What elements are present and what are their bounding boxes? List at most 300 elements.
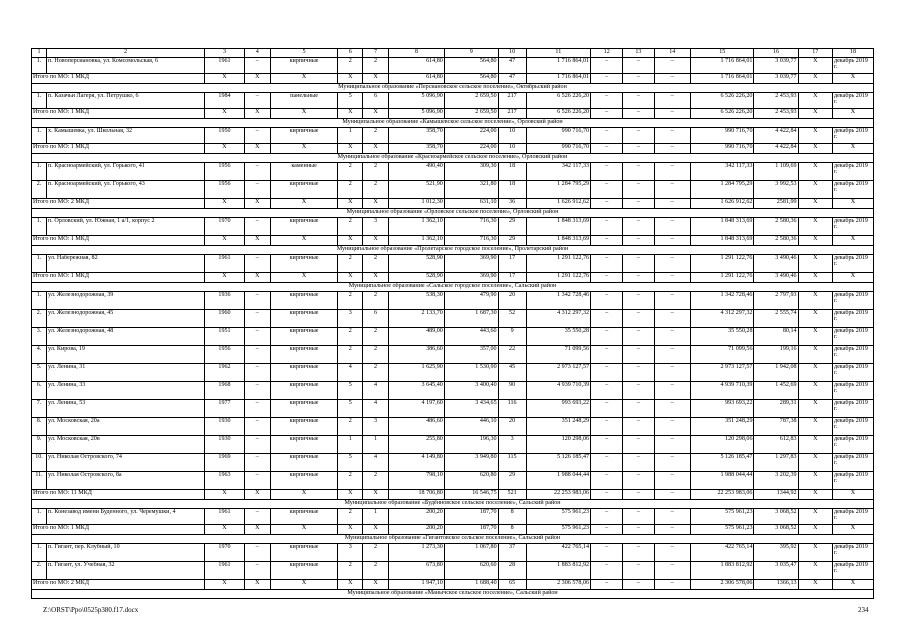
data-cell: 9 [498, 328, 526, 346]
data-cell: – [623, 93, 654, 109]
data-cell: – [654, 58, 691, 74]
data-cell: декабрь 2019 г. [832, 93, 873, 109]
total-cell: 3 490,46 [754, 273, 798, 283]
total-cell: – [654, 109, 691, 119]
data-cell: кирпичные [270, 418, 338, 436]
data-cell: – [244, 128, 270, 144]
data-cell: 224,00 [444, 128, 498, 144]
data-cell: 4 [363, 400, 389, 418]
total-cell: 575 961,23 [526, 525, 591, 535]
total-cell: Х [338, 144, 363, 154]
total-cell: Х [244, 273, 270, 283]
data-cell: 45 [498, 364, 526, 382]
total-cell: 65 [498, 580, 526, 590]
total-cell: 22 253 983,06 [691, 490, 754, 500]
data-cell: 1 284 795,29 [526, 181, 591, 199]
total-row [32, 580, 874, 590]
data-cell: 17 [498, 255, 526, 273]
total-cell: – [591, 273, 623, 283]
municipality-name: Муниципальное образование «Будённовское сельское поселение», Сальский район [32, 500, 874, 509]
data-cell: 2. [32, 310, 47, 328]
data-cell: 1956 [205, 181, 245, 199]
municipality-name: Муниципальное образование «Гигантовское сельское поселение», Сальский район [32, 535, 874, 544]
data-cell: – [591, 310, 623, 328]
address-cell: ул. Ленина, 53 [47, 400, 205, 418]
total-row [32, 525, 874, 535]
data-cell: – [244, 310, 270, 328]
data-cell: – [244, 509, 270, 525]
data-cell: 3 645,40 [388, 382, 444, 400]
data-cell: 2 [338, 163, 363, 181]
address-cell: ул. Николая Островского, 8а [47, 472, 205, 490]
total-cell: Х [338, 236, 363, 246]
data-cell: – [591, 382, 623, 400]
total-cell: 631,10 [444, 199, 498, 209]
data-cell: Х [798, 58, 832, 74]
column-number-cell: 10 [498, 49, 526, 58]
data-cell: – [244, 218, 270, 236]
data-cell: 575 961,23 [691, 509, 754, 525]
total-cell: – [623, 199, 654, 209]
data-cell: – [244, 562, 270, 580]
total-cell: 200,20 [388, 525, 444, 535]
total-label: Итого по МО: 2 МКД [32, 580, 205, 590]
data-cell: 489,00 [388, 328, 444, 346]
data-cell: декабрь 2019 г. [832, 58, 873, 74]
total-cell: 1 716 864,01 [691, 74, 754, 84]
data-cell: 18 [498, 181, 526, 199]
total-cell: 1 291 122,76 [691, 273, 754, 283]
data-cell: 10. [32, 454, 47, 472]
total-cell: 1 626 912,62 [526, 199, 591, 209]
data-cell: 52 [498, 310, 526, 328]
total-cell: Х [363, 199, 389, 209]
total-cell: 1 362,10 [388, 236, 444, 246]
total-row [32, 74, 874, 84]
data-cell: – [244, 181, 270, 199]
total-cell: Х [244, 236, 270, 246]
data-cell: 1 942,08 [754, 364, 798, 382]
data-cell: 1. [32, 544, 47, 562]
total-cell: 369,90 [444, 273, 498, 283]
data-cell: 116 [498, 400, 526, 418]
data-cell: 10 [498, 128, 526, 144]
data-cell: 1. [32, 509, 47, 525]
total-cell: 1 947,10 [388, 580, 444, 590]
data-cell: – [623, 382, 654, 400]
data-cell: 2 [363, 292, 389, 310]
total-cell: Х [205, 236, 245, 246]
data-cell: декабрь 2019 г. [832, 454, 873, 472]
total-cell: 1 291 122,76 [526, 273, 591, 283]
total-cell: – [654, 74, 691, 84]
data-cell: – [244, 400, 270, 418]
data-cell: 2 973 127,57 [691, 364, 754, 382]
data-cell: 8. [32, 418, 47, 436]
total-cell: Х [798, 199, 832, 209]
data-cell: Х [798, 255, 832, 273]
total-cell: 990 716,70 [691, 144, 754, 154]
total-cell: Х [363, 580, 389, 590]
data-cell: – [591, 328, 623, 346]
data-cell: 200,20 [388, 509, 444, 525]
data-cell: декабрь 2019 г. [832, 218, 873, 236]
data-cell: 6 [363, 93, 389, 109]
data-cell: декабрь 2019 г. [832, 400, 873, 418]
data-cell: 2 659,50 [444, 93, 498, 109]
total-cell: – [623, 74, 654, 84]
municipality-row [32, 119, 874, 128]
data-cell: – [623, 472, 654, 490]
address-cell: п. Гигант, пер. Клубный, 10 [47, 544, 205, 562]
total-cell: Х [832, 144, 873, 154]
data-cell: кирпичные [270, 310, 338, 328]
data-cell: 993 693,22 [526, 400, 591, 418]
total-cell: Х [798, 525, 832, 535]
data-cell: Х [798, 218, 832, 236]
data-cell: 1936 [205, 292, 245, 310]
data-cell: кирпичные [270, 562, 338, 580]
data-cell: 386,60 [388, 346, 444, 364]
data-cell: 22 [498, 346, 526, 364]
data-cell: 2 797,93 [754, 292, 798, 310]
column-number-cell: 4 [244, 49, 270, 58]
total-cell: 1 848 313,69 [526, 236, 591, 246]
data-cell: 29 [498, 218, 526, 236]
data-cell: – [591, 400, 623, 418]
data-cell: 1962 [205, 364, 245, 382]
municipality-name: Муниципальное образование «Сальское городское поселение», Сальский район [32, 283, 874, 292]
data-cell: – [623, 436, 654, 454]
data-cell: Х [798, 544, 832, 562]
total-cell: 2 580,36 [754, 236, 798, 246]
total-cell: Х [270, 525, 338, 535]
address-cell: п. Гигант, ул. Учебная, 32 [47, 562, 205, 580]
total-cell: Х [363, 144, 389, 154]
address-cell: ул. Железнодорожная, 39 [47, 292, 205, 310]
data-cell: декабрь 2019 г. [832, 544, 873, 562]
data-cell: 4 939 710,39 [691, 382, 754, 400]
data-cell: – [623, 181, 654, 199]
data-cell: 1930 [205, 436, 245, 454]
table-row [32, 562, 874, 580]
total-cell: Х [798, 109, 832, 119]
data-cell: 1 273,30 [388, 544, 444, 562]
data-cell: 5 [338, 382, 363, 400]
column-number-cell: 13 [623, 49, 654, 58]
total-cell: Х [798, 74, 832, 84]
data-cell: 47 [498, 58, 526, 74]
total-cell: Х [832, 490, 873, 500]
data-cell: 2. [32, 181, 47, 199]
data-cell: 80,14 [754, 328, 798, 346]
total-row [32, 236, 874, 246]
table-row [32, 346, 874, 364]
total-cell: Х [244, 74, 270, 84]
data-cell: 2 [338, 418, 363, 436]
data-cell: 342 117,33 [691, 163, 754, 181]
data-cell: 4 [338, 364, 363, 382]
total-cell: 8 [498, 525, 526, 535]
column-number-cell: 12 [591, 49, 623, 58]
data-cell: декабрь 2019 г. [832, 128, 873, 144]
table-row [32, 128, 874, 144]
total-cell: – [623, 490, 654, 500]
total-cell: Х [338, 580, 363, 590]
data-cell: 6. [32, 382, 47, 400]
data-cell: 1 687,30 [444, 310, 498, 328]
column-number-row [32, 49, 874, 58]
municipality-name: Муниципальное образование «Красноармейское сельское поселение», Орловский район [32, 154, 874, 163]
total-cell: Х [205, 109, 245, 119]
data-cell: 5 [338, 93, 363, 109]
data-cell: – [654, 454, 691, 472]
total-cell: Х [363, 490, 389, 500]
municipality-row [32, 535, 874, 544]
data-cell: 1 284 795,29 [691, 181, 754, 199]
data-cell: 1960 [205, 310, 245, 328]
data-cell: кирпичные [270, 292, 338, 310]
total-cell: Х [798, 144, 832, 154]
address-cell: ул. Московская, 20в [47, 436, 205, 454]
total-cell: Х [244, 199, 270, 209]
total-cell: 990 716,70 [526, 144, 591, 154]
total-cell: – [623, 109, 654, 119]
total-cell: 564,80 [444, 74, 498, 84]
data-cell: – [591, 292, 623, 310]
data-cell: – [623, 454, 654, 472]
total-cell: 224,00 [444, 144, 498, 154]
data-cell: кирпичные [270, 128, 338, 144]
total-cell: – [623, 580, 654, 590]
total-cell: Х [832, 236, 873, 246]
data-cell: кирпичные [270, 509, 338, 525]
municipality-row [32, 590, 874, 599]
data-cell: 6 [363, 310, 389, 328]
data-cell: 28 [498, 562, 526, 580]
table-row [32, 292, 874, 310]
data-cell: 1968 [205, 382, 245, 400]
column-number-cell: 16 [754, 49, 798, 58]
total-cell: Х [244, 490, 270, 500]
data-cell: 3 949,80 [444, 454, 498, 472]
total-cell: Х [205, 580, 245, 590]
data-cell: 1 530,90 [444, 364, 498, 382]
data-cell: 187,70 [444, 509, 498, 525]
total-cell: 217 [498, 109, 526, 119]
total-cell: 1 012,30 [388, 199, 444, 209]
data-cell: 3 434,65 [444, 400, 498, 418]
data-cell: 486,60 [388, 418, 444, 436]
data-cell: 2 555,74 [754, 310, 798, 328]
data-cell: 3 035,47 [754, 562, 798, 580]
data-cell: – [654, 382, 691, 400]
column-number-cell: 9 [444, 49, 498, 58]
total-cell: Х [205, 525, 245, 535]
total-cell: Х [270, 109, 338, 119]
municipality-name: Муниципальное образование «Манычское сельское поселение», Сальский район [32, 590, 874, 599]
data-cell: 620,80 [444, 472, 498, 490]
data-cell: 716,30 [444, 218, 498, 236]
data-cell: кирпичные [270, 58, 338, 74]
data-cell: кирпичные [270, 181, 338, 199]
data-cell: – [591, 163, 623, 181]
data-cell: 1 716 864,01 [691, 58, 754, 74]
data-cell: 1961 [205, 58, 245, 74]
data-cell: декабрь 2019 г. [832, 509, 873, 525]
data-cell: 120 298,06 [691, 436, 754, 454]
data-cell: 3 [338, 310, 363, 328]
data-cell: 422 765,14 [526, 544, 591, 562]
table-row [32, 163, 874, 181]
total-cell: 528,90 [388, 273, 444, 283]
data-cell: 1 716 864,01 [526, 58, 591, 74]
data-cell: 9. [32, 436, 47, 454]
data-cell: 612,83 [754, 436, 798, 454]
data-cell: 2 [363, 255, 389, 273]
data-cell: 1950 [205, 128, 245, 144]
data-cell: 575 961,23 [526, 509, 591, 525]
data-cell: – [591, 128, 623, 144]
total-cell: – [654, 199, 691, 209]
total-cell: – [591, 109, 623, 119]
data-cell: 990 716,70 [691, 128, 754, 144]
data-cell: 1977 [205, 400, 245, 418]
data-cell: – [623, 163, 654, 181]
data-cell: – [591, 454, 623, 472]
data-cell: – [244, 93, 270, 109]
total-cell: Х [832, 199, 873, 209]
data-cell: 120 298,06 [526, 436, 591, 454]
total-cell: Х [798, 580, 832, 590]
data-cell: 4 939 710,39 [526, 382, 591, 400]
data-cell: 2 [363, 128, 389, 144]
data-cell: Х [798, 364, 832, 382]
data-cell: 2 580,36 [754, 218, 798, 236]
data-cell: декабрь 2019 г. [832, 346, 873, 364]
data-cell: 3 490,46 [754, 255, 798, 273]
total-cell: Х [798, 273, 832, 283]
municipality-row [32, 283, 874, 292]
data-cell: 1. [32, 292, 47, 310]
data-cell: 1 883 812,92 [526, 562, 591, 580]
data-cell: 1969 [205, 454, 245, 472]
data-cell: – [244, 255, 270, 273]
data-cell: 3 [363, 218, 389, 236]
data-cell: 1 988 044,44 [691, 472, 754, 490]
total-cell: 17 [498, 273, 526, 283]
data-cell: – [623, 400, 654, 418]
total-label: Итого по МО: 1 МКД [32, 74, 205, 84]
column-number-cell: 6 [338, 49, 363, 58]
address-cell: ул. Железнодорожная, 48 [47, 328, 205, 346]
data-cell: – [654, 292, 691, 310]
total-cell: – [591, 144, 623, 154]
data-cell: 2 [363, 346, 389, 364]
data-cell: 90 [498, 382, 526, 400]
total-cell: Х [832, 74, 873, 84]
data-cell: – [654, 218, 691, 236]
data-cell: декабрь 2019 г. [832, 255, 873, 273]
data-cell: 4 312 297,32 [691, 310, 754, 328]
data-cell: 614,80 [388, 58, 444, 74]
data-cell: 1984 [205, 93, 245, 109]
total-cell: Х [363, 74, 389, 84]
total-cell: 36 [498, 199, 526, 209]
data-cell: Х [798, 400, 832, 418]
data-cell: 490,40 [388, 163, 444, 181]
total-cell: 47 [498, 74, 526, 84]
address-cell: п. Орловский, ул. Южная, 1 а/1, корпус 2 [47, 218, 205, 236]
data-cell: – [244, 544, 270, 562]
data-cell: – [623, 128, 654, 144]
data-cell: 1 342 728,46 [526, 292, 591, 310]
total-label: Итого по МО: 1 МКД [32, 525, 205, 535]
total-cell: 6 526 226,20 [526, 109, 591, 119]
data-cell: кирпичные [270, 328, 338, 346]
total-cell: 18 706,80 [388, 490, 444, 500]
data-cell: декабрь 2019 г. [832, 382, 873, 400]
total-cell: Х [798, 236, 832, 246]
data-cell: 5 [338, 400, 363, 418]
address-cell: ул. Николая Островского, 74 [47, 454, 205, 472]
total-cell: 22 253 983,06 [526, 490, 591, 500]
data-cell: Х [798, 292, 832, 310]
column-number-cell: 2 [47, 49, 205, 58]
total-cell: – [591, 490, 623, 500]
data-cell: 1 109,69 [754, 163, 798, 181]
data-cell: 1 848 313,69 [526, 218, 591, 236]
data-cell: 1. [32, 163, 47, 181]
data-cell: 6 526 226,20 [526, 93, 591, 109]
data-cell: кирпичные [270, 454, 338, 472]
total-cell: 2 306 578,06 [526, 580, 591, 590]
data-cell: кирпичные [270, 436, 338, 454]
data-cell: 1 291 122,76 [526, 255, 591, 273]
data-cell: 4 149,80 [388, 454, 444, 472]
data-cell: 1 883 812,92 [691, 562, 754, 580]
data-cell: 289,31 [754, 400, 798, 418]
total-cell: 1344,92 [754, 490, 798, 500]
total-cell: Х [338, 109, 363, 119]
data-cell: 2 [363, 472, 389, 490]
data-cell: 787,38 [754, 418, 798, 436]
data-cell: 1963 [205, 472, 245, 490]
data-cell: 2 [338, 346, 363, 364]
data-cell: 1 [338, 128, 363, 144]
total-cell: 4 422,84 [754, 144, 798, 154]
data-cell: Х [798, 562, 832, 580]
table-row [32, 400, 874, 418]
table-row [32, 328, 874, 346]
column-number-cell: 1 [32, 49, 47, 58]
total-cell: Х [270, 74, 338, 84]
data-cell: – [654, 418, 691, 436]
data-cell: 2 133,70 [388, 310, 444, 328]
data-cell: 2 [363, 58, 389, 74]
data-cell: панельные [270, 93, 338, 109]
page-number: 234 [858, 606, 869, 614]
data-cell: Х [798, 346, 832, 364]
table-row [32, 454, 874, 472]
total-cell: – [623, 273, 654, 283]
data-cell: 1. [32, 58, 47, 74]
data-cell: 1 342 728,46 [691, 292, 754, 310]
data-cell: 196,30 [444, 436, 498, 454]
data-cell: декабрь 2019 г. [832, 292, 873, 310]
data-cell: – [623, 328, 654, 346]
table-row [32, 181, 874, 199]
